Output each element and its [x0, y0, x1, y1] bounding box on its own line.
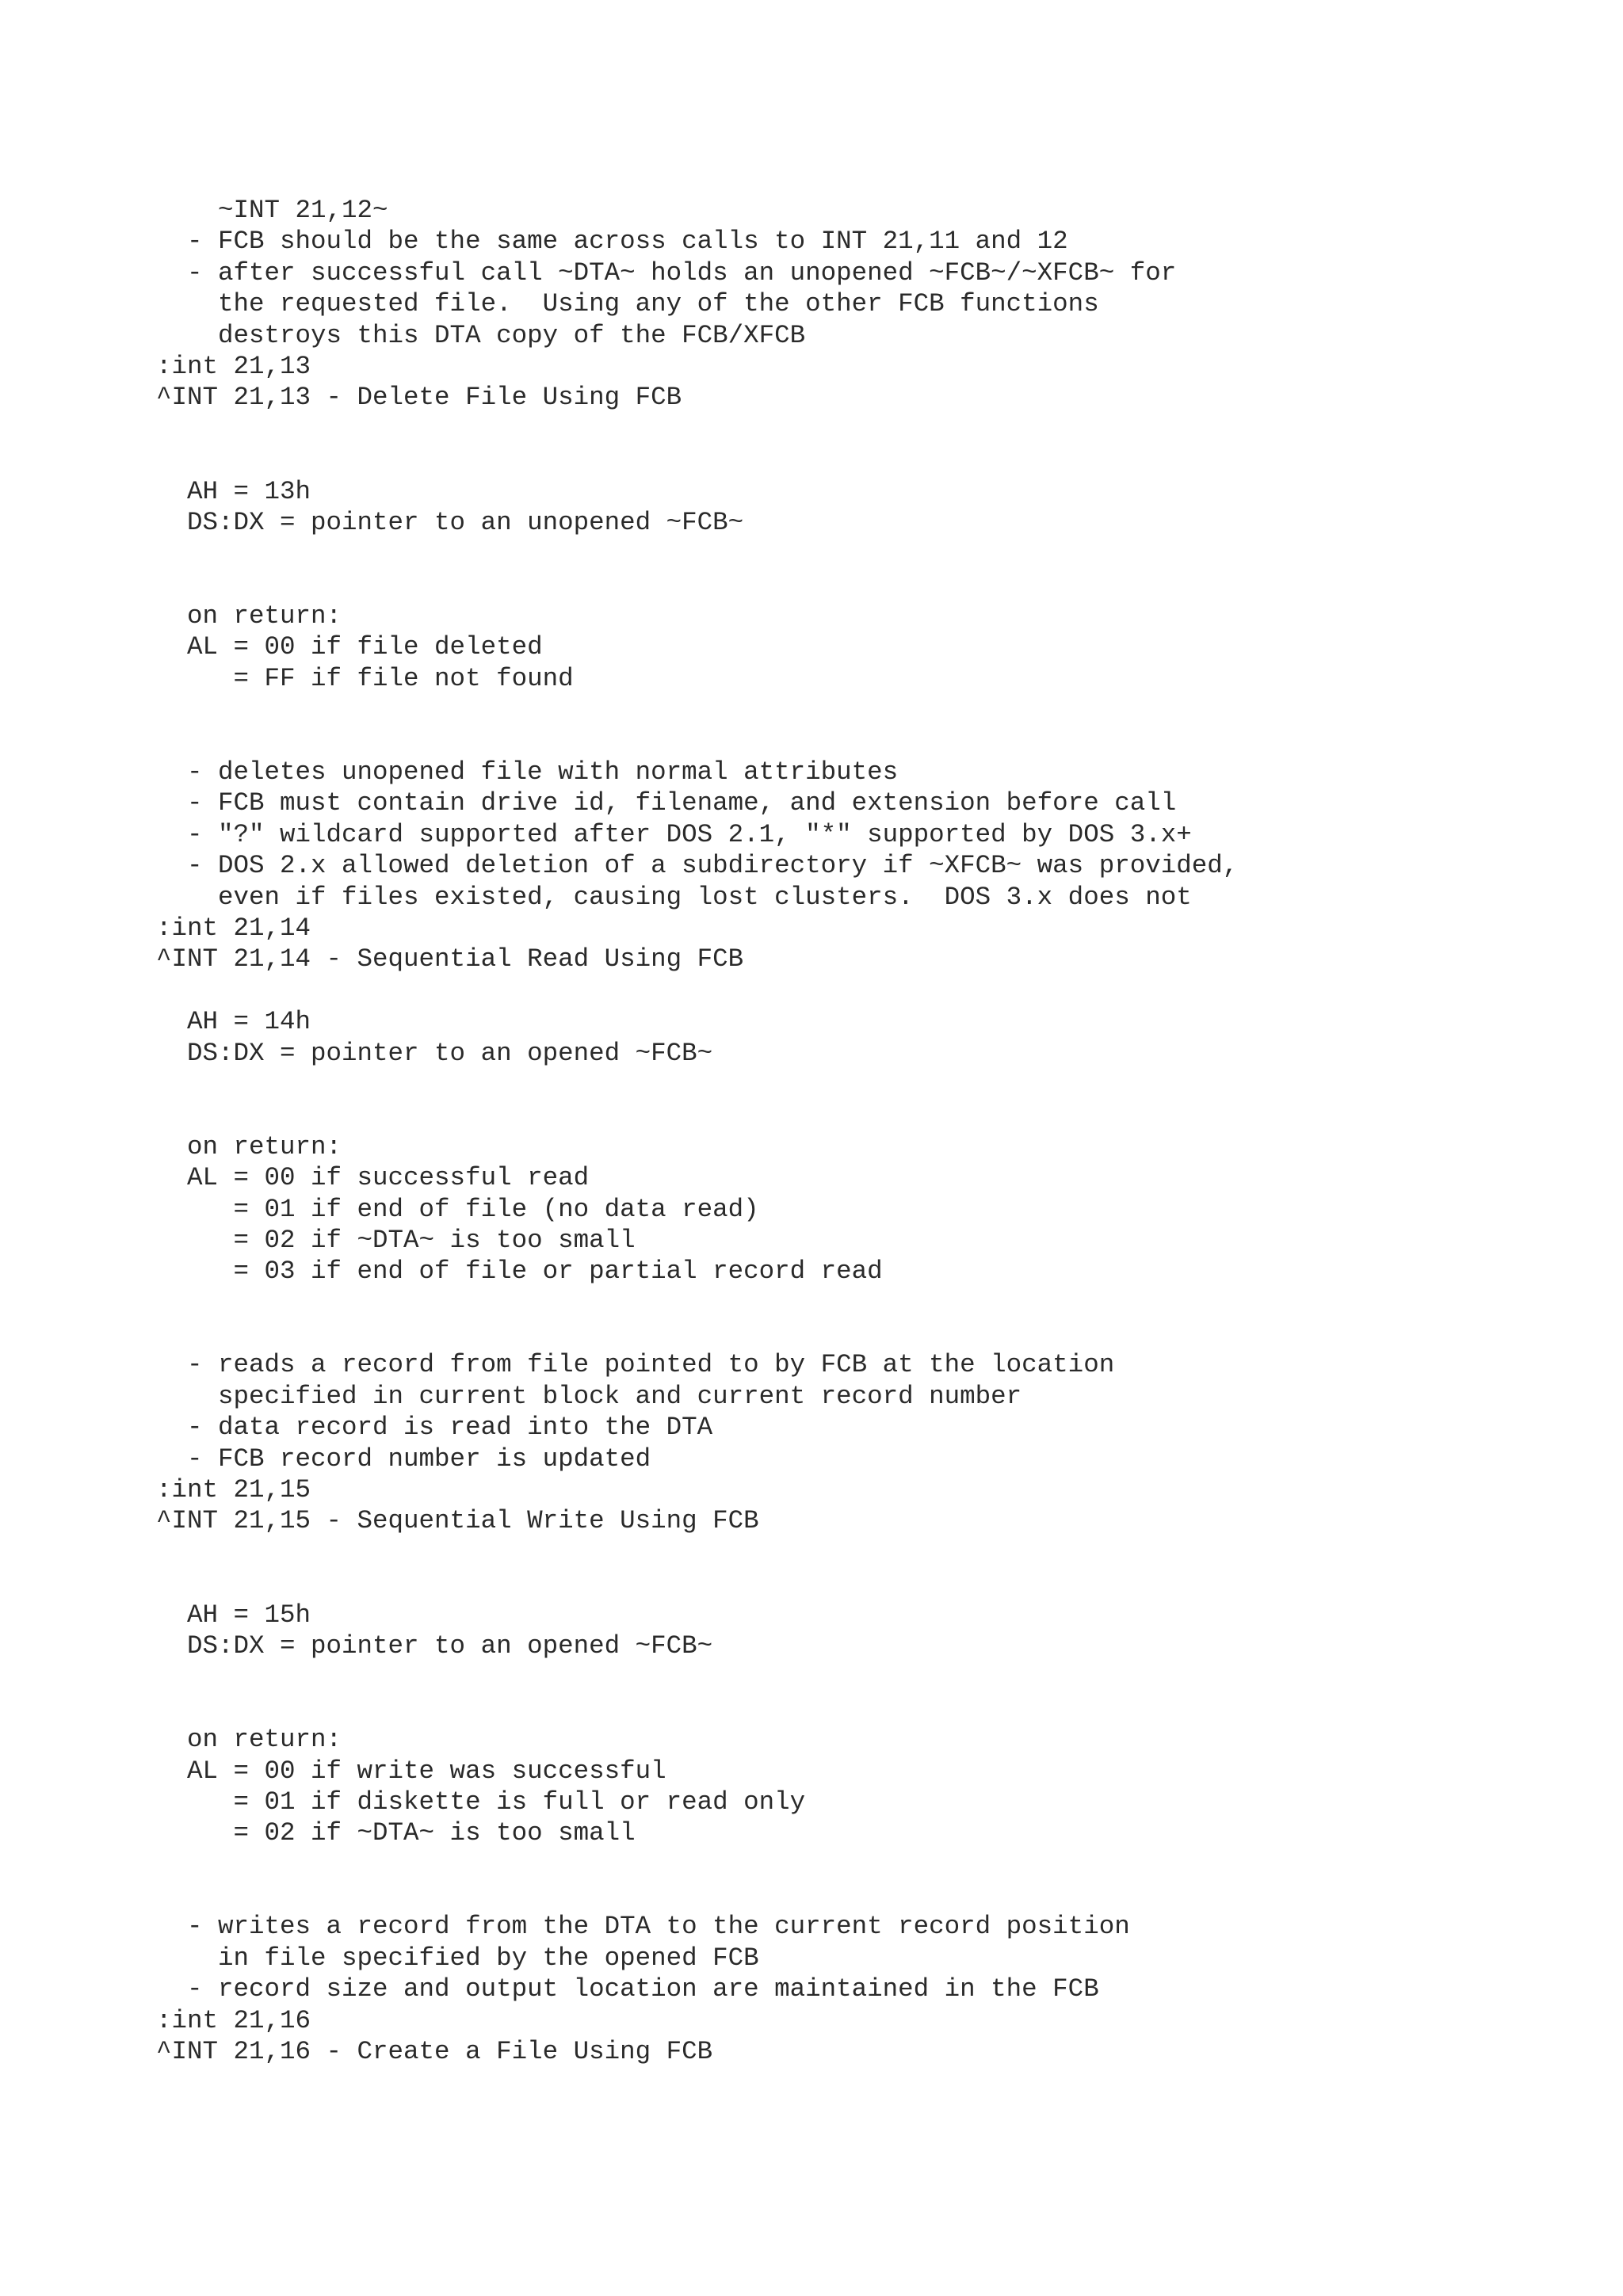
section-heading: ^INT 21,13 - Delete File Using FCB	[156, 383, 682, 413]
topic-marker: :int 21,14	[156, 913, 311, 943]
register-line: AH = 14h	[156, 1007, 311, 1037]
register-line: = 02 if ~DTA~ is too small	[156, 1225, 636, 1255]
note-item: - FCB record number is updated	[156, 1444, 651, 1474]
blank-line	[156, 1849, 1583, 1880]
register-line: AH = 13h	[156, 476, 311, 506]
blank-line	[156, 975, 1583, 1006]
blank-line	[156, 726, 1583, 757]
blank-line	[156, 1880, 1583, 1911]
note-item: - DOS 2.x allowed deletion of a subdirectory if ~XFCB~ was provided,	[156, 851, 1239, 881]
register-line: DS:DX = pointer to an opened ~FCB~	[156, 1630, 713, 1661]
blank-line	[156, 1318, 1583, 1349]
text-line: in file specified by the opened FCB	[156, 1943, 759, 1973]
text-line: destroys this DTA copy of the FCB/XFCB	[156, 320, 806, 350]
blank-line	[156, 694, 1583, 725]
note-item: - FCB should be the same across calls to INT 21,11 and 12	[156, 227, 1068, 257]
blank-line	[156, 1661, 1583, 1692]
blank-line	[156, 1287, 1583, 1318]
register-line: = 01 if diskette is full or read only	[156, 1787, 806, 1817]
register-line: = 01 if end of file (no data read)	[156, 1194, 759, 1224]
register-line: AL = 00 if write was successful	[156, 1756, 666, 1786]
register-line: = 03 if end of file or partial record read	[156, 1257, 883, 1287]
blank-line	[156, 414, 1583, 444]
note-item: - data record is read into the DTA	[156, 1413, 713, 1443]
blank-line	[156, 1537, 1583, 1568]
register-line: DS:DX = pointer to an unopened ~FCB~	[156, 507, 744, 537]
text-line: the requested file. Using any of the other FCB functions	[156, 289, 1099, 319]
topic-marker: :int 21,16	[156, 2005, 311, 2035]
note-item: - writes a record from the DTA to the current record position	[156, 1912, 1130, 1942]
register-line: AH = 15h	[156, 1600, 311, 1630]
blank-line	[156, 1568, 1583, 1599]
blank-line	[156, 1069, 1583, 1100]
blank-line	[156, 538, 1583, 569]
section-heading: ^INT 21,15 - Sequential Write Using FCB	[156, 1506, 759, 1536]
note-item: - reads a record from file pointed to by FCB at the location	[156, 1350, 1115, 1380]
register-line: = 02 if ~DTA~ is too small	[156, 1818, 636, 1848]
note-item: - deletes unopened file with normal attributes	[156, 757, 899, 788]
text-line: on return:	[156, 1131, 342, 1161]
register-line: = FF if file not found	[156, 663, 574, 693]
register-line: DS:DX = pointer to an opened ~FCB~	[156, 1038, 713, 1068]
note-item: - after successful call ~DTA~ holds an unopened ~FCB~/~XFCB~ for	[156, 257, 1177, 288]
blank-line	[156, 570, 1583, 601]
text-line: specified in current block and current record number	[156, 1381, 1022, 1411]
blank-line	[156, 1693, 1583, 1724]
blank-line	[156, 1100, 1583, 1131]
register-line: AL = 00 if file deleted	[156, 632, 543, 662]
topic-marker: :int 21,15	[156, 1475, 311, 1505]
section-heading: ^INT 21,14 - Sequential Read Using FCB	[156, 944, 744, 974]
note-item: - "?" wildcard supported after DOS 2.1, "*" supported by DOS 3.x+	[156, 819, 1192, 849]
note-item: - record size and output location are maintained in the FCB	[156, 1974, 1099, 2004]
text-line: on return:	[156, 601, 342, 631]
topic-marker: :int 21,13	[156, 351, 311, 381]
text-line: ~INT 21,12~	[156, 196, 388, 225]
section-heading: ^INT 21,16 - Create a File Using FCB	[156, 2037, 713, 2067]
document-text	[156, 195, 1583, 2067]
text-line: on return:	[156, 1725, 342, 1755]
register-line: AL = 00 if successful read	[156, 1163, 590, 1193]
note-item: - FCB must contain drive id, filename, and extension before call	[156, 788, 1177, 818]
text-line: even if files existed, causing lost clusters. DOS 3.x does not	[156, 882, 1192, 912]
blank-line	[156, 444, 1583, 475]
